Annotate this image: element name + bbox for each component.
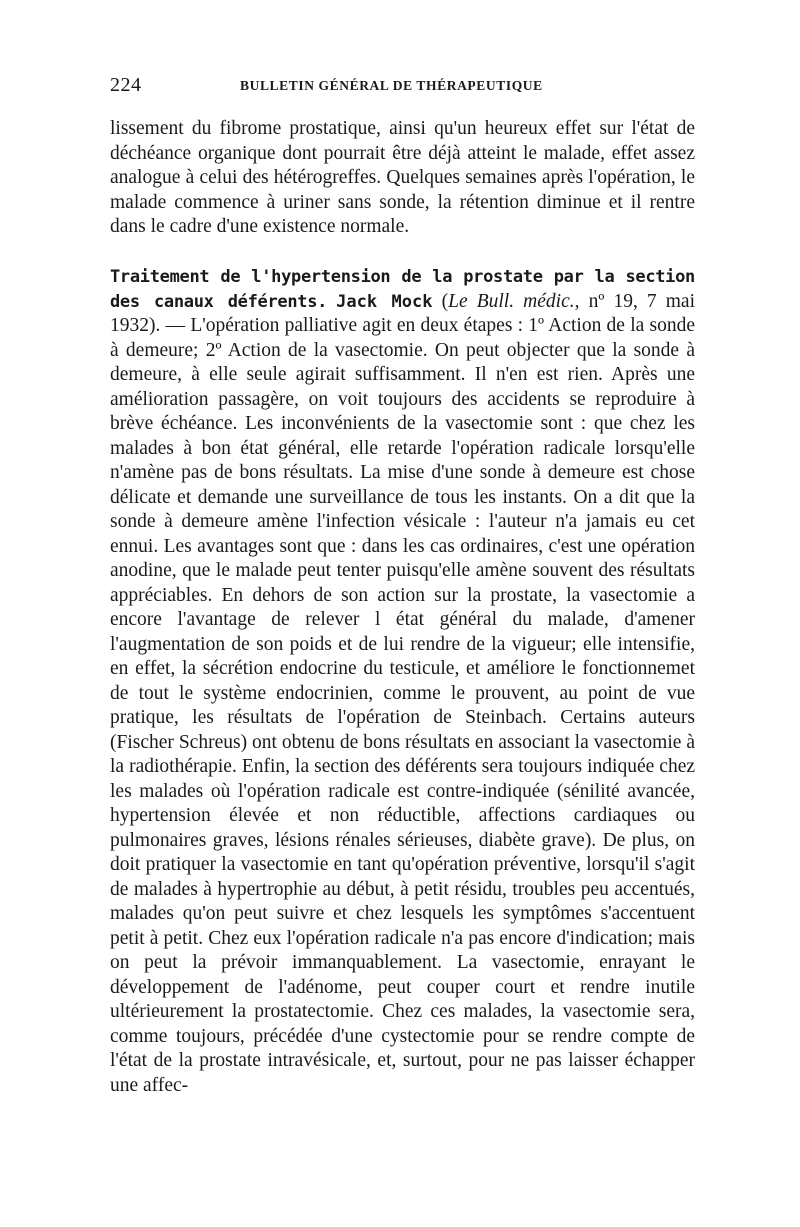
article-author: Jack Mock <box>336 291 433 312</box>
citation-detail: , nº 19, 7 mai 1932). <box>110 290 696 336</box>
page-header <box>110 74 695 98</box>
page-number: 224 <box>110 74 142 96</box>
article-body: — L'opération palliative agit en deux étapes : 1º Action de la sonde à demeure; 2º Action de la vasectomie. On peut objecter que la sonde à demeure, à elle seule agirait suffisamment. Il n'en est rien. Après une amélioration passagère, on voit toujours des accidents se reproduire à brève échéance. Les inconvénients de la vasectomie sont : que chez les malades à bon état général, elle retarde l'opération radicale lorsqu'elle n'amène pas de bons résultats. La mise d'une sonde à demeure est chose délicate et demande une surveillance de tous les instants. On a dit que la sonde à demeure amène l'infection vésicale : l'auteur n'a jamais eu cet ennui. Les avantages sont que : dans les cas ordinaires, c'est une opération anodine, que le malade peut tenter puisqu'elle amène souvent des résultats appréciables. En dehors de son action sur la prostate, la vasectomie a encore l'avantage de relever l état général du malade, d'amener l'augmentation de son poids et de lui rendre de la vigueur; elle intensifie, en effet, la sécrétion endocrine du testicule, et améliore le fonctionnemet de tout le système endocrinien, comme le prouvent, au point de vue pratique, les résultats de l'opération de Steinbach. Certains auteurs (Fischer Schreus) ont obtenu de bons résultats en associant la vasectomie à la radiothérapie. Enfin, la section des déférents sera toujours indiquée chez les malades où l'opération radicale est contre-indiquée (sénilité avancée, hypertension élevée et non réductible, affections cardiaques ou pulmonaires graves, lésions rénales sérieuses, diabète grave). De plus, on doit pratiquer la vasectomie en tant qu'opération préventive, lorsqu'il s'agit de malades à hypertrophie au début, à petit résidu, troubles peu accentués, malades qu'on peut suivre et chez lesquels les symptômes s'accentuent petit à petit. Chez eux l'opération radicale n'a pas encore d'indication; mais on peut la prévoir immanquablement. La vasectomie, enrayant le développement de l'adénome, peut couper court et rendre inutile ultérieurement la prostatectomie. Chez ces malades, la vasectomie sera, comme toujours, précédée d'une cystectomie pour se rendre compte de l'état de la prostate intravésicale, et, surtout, pour ne pas laisser échapper une affec- <box>110 315 695 1096</box>
reference-open: ( <box>432 290 449 312</box>
paragraph-continuation: lissement du fibrome prostatique, ainsi qu'un heureux effet sur l'état de déchéance organique dont pourrait être déjà atteint le malade, effet assez analogue à celui des hétérogreffes. Quelques semaines après l'opération, le malade commence à uriner sans sonde, la rétention diminue et il rentre dans le cadre d'une existence normale. <box>110 118 695 237</box>
running-title: BULLETIN GÉNÉRAL DE THÉRAPEUTIQUE <box>240 78 543 93</box>
journal-reference: Le Bull. médic. <box>448 290 575 312</box>
article-title: Traitement de l'hypertension de la prostate par la section des canaux déférents. <box>110 267 695 312</box>
article-paragraph <box>110 265 695 1098</box>
